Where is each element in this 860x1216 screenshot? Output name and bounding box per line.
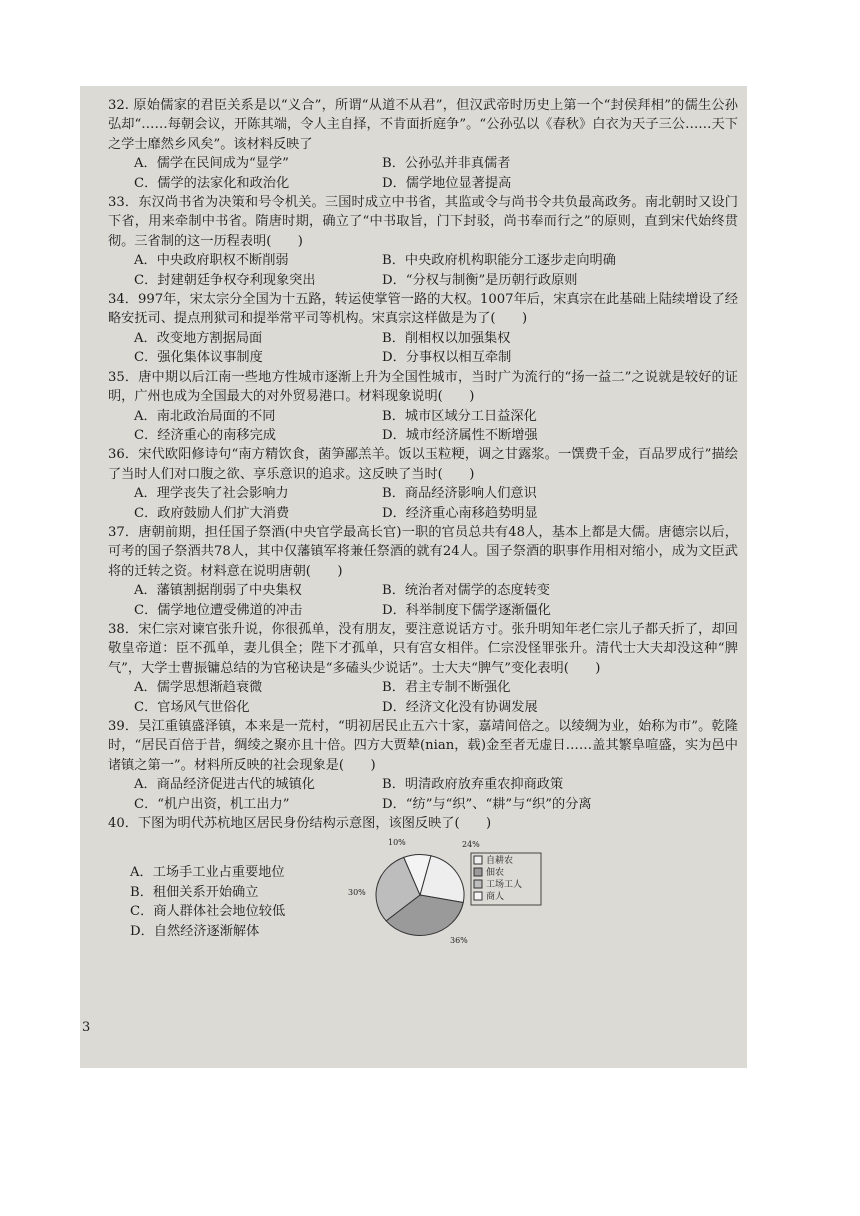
slice-value-label: 24% [462, 840, 480, 850]
slice-value-label: 10% [388, 838, 406, 848]
option-b: B．租佃关系开始确立 [130, 884, 259, 900]
question-36-options [108, 484, 738, 523]
page-number: 3 [82, 1020, 91, 1035]
option-c: C．儒学地位遭受佛道的冲击 [134, 602, 303, 618]
option-a: A．商品经济促进古代的城镇化 [134, 777, 315, 793]
legend-entry: 工场工人 [486, 880, 523, 891]
option-c: C．经济重心的南移完成 [134, 427, 276, 443]
option-a: A．工场手工业占重要地位 [130, 865, 285, 881]
option-b: B．城市区域分工日益深化 [382, 408, 537, 424]
option-d: D．经济重心南移趋势明显 [382, 505, 538, 521]
question-34-options [108, 329, 738, 368]
question-37-stem: 37．唐朝前期，担任国子祭酒(中央官学最高长官)一职的官员总共有48人，基本上都是大儒。唐德宗以后，可考的国子祭酒共78人，其中仅藩镇军将兼任祭酒的就有24人。国子祭酒的职事作用相对缩小，成为文臣武将的迁转之资。材料意在说明唐朝( ) [108, 524, 738, 579]
question-39-stem: 39．吴江重镇盛泽镇，本来是一荒村，“明初居民止五六十家，嘉靖间倍之。以绫绸为业，始称为市”。乾隆时，“居民百倍于昔，绸绫之聚亦且十倍。四方大贾辇(nian，载)金至者无虚日……盖其繁阜喧盛，实为邑中诸镇之第一”。材料所反映的社会现象是( ) [108, 719, 738, 773]
question-38-options [108, 678, 738, 717]
option-d: D．城市经济属性不断增强 [382, 427, 538, 443]
legend-swatch [474, 868, 482, 876]
option-c: C．官场风气世俗化 [134, 699, 250, 715]
legend-swatch [474, 880, 482, 888]
question-37-options [108, 581, 738, 620]
question-40-figure [108, 833, 738, 945]
exam-page [80, 86, 747, 1068]
option-c: C．政府鼓励人们扩大消费 [134, 505, 290, 521]
option-a: A．儒学在民间成为“显学” [134, 156, 289, 172]
option-a: A．藩镇割据削弱了中央集权 [134, 583, 302, 599]
option-a: A．改变地方割据局面 [134, 330, 263, 346]
legend-entry: 佃农 [486, 868, 505, 879]
question-35-options [108, 407, 738, 446]
option-d: D．儒学地位显著提高 [382, 175, 512, 191]
question-35-stem: 35．唐中期以后江南一些地方性城市逐渐上升为全国性城市，当时广为流行的“扬一益二”之说就是较好的证明，广州也成为全国最大的对外贸易港口。材料现象说明( ) [108, 369, 738, 405]
legend-swatch [474, 856, 482, 864]
option-a: A．中央政府职权不断削弱 [134, 253, 289, 269]
question-34-stem: 34．997年，宋太宗分全国为十五路，转运使掌管一路的大权。1007年后，宋真宗在此基础上陆续增设了经略安抚司、提点刑狱司和提举常平司等机构。宋真宗这样做是为了( ) [108, 292, 738, 327]
question-38-stem: 38．宋仁宗对谏官张升说，你很孤单，没有朋友，要注意说话方寸。张升明知年老仁宗儿子都夭折了，却回敬皇帝道：臣不孤单，妻儿俱全；陛下才孤单，只有宫女相伴。仁宗没怪罪张升。清代士大夫却没这种“脾气”，大学士曹振镛总结的为官秘诀是“多磕头少说话”。士大夫“脾气”变化表明( ) [108, 621, 738, 676]
option-b: B．君主专制不断强化 [382, 680, 511, 696]
slice-value-label: 30% [348, 888, 366, 898]
question-36-stem: 36．宋代欧阳修诗句“南方精饮食，菌笋鄙羔羊。饭以玉粒粳，调之甘露浆。一馔费千金，百品罗成行”描绘了当时人们对口腹之欲、享乐意识的追求。这反映了当时( ) [108, 447, 738, 482]
option-c: C．儒学的法家化和政治化 [134, 175, 290, 191]
legend-entry: 商人 [486, 892, 505, 903]
option-d: D．科举制度下儒学逐渐僵化 [382, 602, 551, 618]
option-d: D．分事权以相互牵制 [382, 350, 512, 366]
option-b: B．中央政府机构职能分工逐步走向明确 [382, 253, 616, 269]
option-c: C．强化集体议事制度 [134, 350, 263, 366]
question-40-stem: 40．下图为明代苏杭地区居民身份结构示意图，该图反映了( ) [108, 816, 492, 832]
option-c: C．“机户出资，机工出力” [134, 796, 290, 812]
question-32-options [108, 154, 738, 193]
option-d: D．“纺”与“织”、“耕”与“织”的分离 [382, 796, 592, 812]
slice-value-label: 36% [450, 936, 468, 946]
option-a: A．理学丧失了社会影响力 [134, 486, 289, 502]
option-b: B．公孙弘并非真儒者 [382, 156, 511, 172]
option-b: B．削相权以加强集权 [382, 330, 511, 346]
population-pie-chart [350, 833, 600, 945]
question-33-options [108, 251, 738, 290]
question-33-stem: 33．东汉尚书省为决策和号令机关。三国时成立中书省，其监或令与尚书令共负最高政务。南北朝时又设门下省，用来牵制中书省。隋唐时期，确立了“中书取旨，门下封驳，尚书奉而行之”的原则，直到宋代始终贯彻。三省制的这一历程表明( ) [108, 195, 738, 249]
option-d: D．“分权与制衡”是历朝行政原则 [382, 272, 578, 288]
option-a: A．南北政治局面的不同 [134, 408, 276, 424]
option-c: C．商人群体社会地位较低 [130, 904, 286, 920]
legend-entry: 自耕农 [486, 856, 514, 867]
legend-swatch [474, 892, 482, 900]
option-b: B．明清政府放弃重农抑商政策 [382, 777, 564, 793]
option-c: C．封建朝廷争权夺利现象突出 [134, 272, 316, 288]
option-d: D．自然经济逐渐解体 [130, 923, 260, 939]
question-32-stem: 32. 原始儒家的君臣关系是以“义合”，所谓“从道不从君”，但汉武帝时历史上第一个“封侯拜相”的儒生公孙弘却“……每朝会议，开陈其端，令人主自择，不肯面折庭争”。“公孙弘以《春秋》白衣为天子三公……天下之学士靡然乡风矣”。该材料反映了 [108, 98, 738, 152]
option-d: D．经济文化没有协调发展 [382, 699, 538, 715]
question-39-options [108, 775, 738, 814]
option-a: A．儒学思想渐趋衰微 [134, 680, 263, 696]
question-40-options [130, 863, 285, 941]
option-b: B．统治者对儒学的态度转变 [382, 583, 550, 599]
option-b: B．商品经济影响人们意识 [382, 486, 537, 502]
